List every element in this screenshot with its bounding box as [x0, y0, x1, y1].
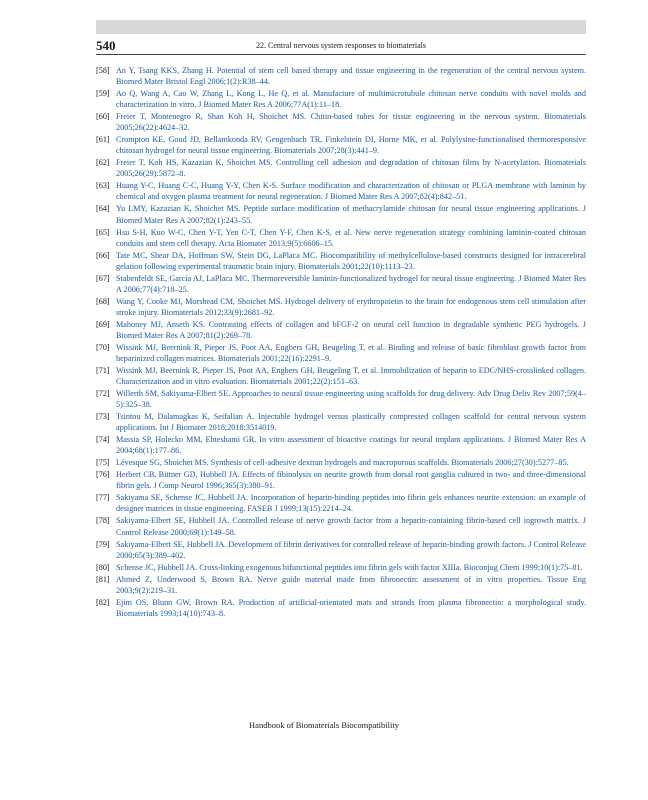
reference-link[interactable]: An Y, Tsang KKS, Zhang H. Potential of stem cell based therapy and tissue engineering in the regeneration of the central nervous system. Biomed Mater Bristol Engl 2006;1(2):R38–44.: [116, 66, 586, 87]
page-header: [96, 38, 586, 55]
reference-item: [96, 539, 586, 561]
reference-item: [96, 134, 586, 156]
reference-number: [62]: [96, 158, 110, 168]
reference-number: [81]: [96, 574, 110, 584]
reference-item: [96, 319, 586, 341]
reference-number: [69]: [96, 319, 110, 329]
reference-number: [82]: [96, 597, 110, 607]
reference-link[interactable]: Willerth SM, Sakiyama-Elbert SE. Approaches to neural tissue engineering using scaffolds for drug delivery. Adv Drug Deliv Rev 2007;59(4–5):325–38.: [116, 389, 586, 410]
reference-link[interactable]: Yu LMY, Kazazian K, Shoichet MS. Peptide surface modification of methacrylamide chitosan for neural tissue engineering applications. J Biomed Mater Res A 2007;82(1):243–55.: [116, 204, 586, 225]
reference-link[interactable]: Tate MC, Shear DA, Hoffman SW, Stein DG, LaPlaca MC. Biocompatibility of methylcellulose-based constructs designed for intracerebral gelation following experimental traumatic brain injury. Biomaterials 2001;22(10):1113–23.: [116, 250, 586, 271]
reference-item: [96, 388, 586, 410]
reference-number: [77]: [96, 493, 110, 503]
reference-link[interactable]: Freier T, Montenegro R, Shan Koh H, Shoichet MS. Chitin-based tubes for tissue engineering in the nervous system. Biomaterials 2005;26(22):4624–32.: [116, 112, 586, 133]
reference-item: [96, 157, 586, 179]
reference-link[interactable]: Ao Q, Wang A, Cao W, Zhang L, Kong L, He Q, et al. Manufacture of multimicrotubule chitosan nerve conduits with novel molds and characterization in vitro. J Biomed Mater Res A 2006;77A(1):11–18.: [116, 89, 586, 110]
reference-item: [96, 203, 586, 225]
reference-item: [96, 250, 586, 272]
reference-item: [96, 180, 586, 202]
running-head: 22. Central nervous system responses to biomaterials: [256, 41, 426, 50]
reference-link[interactable]: Tsintou M, Dalamagkas K, Seifalian A. Injectable hydrogel versus plastically compressed collagen scaffold for central nervous system applications. Int J Biomater 2018;2018:3514019.: [116, 412, 586, 433]
reference-link[interactable]: Wissink MJ, Beernink R, Pieper JS, Poot AA, Engbers GH, Beugeling T, et al. Binding and release of basic fibroblast growth factor from heparinized collagen matrices. Biomaterials 2001;22(16):2291–9.: [116, 342, 586, 364]
reference-item: [96, 562, 586, 573]
reference-number: [74]: [96, 435, 110, 445]
reference-link[interactable]: Huang Y-C, Huang C-C, Huang Y-Y, Chen K-S. Surface modification and characterization of chitosan or PLGA membrane with laminin by chemical and oxygen plasma treatment for neural regeneration. J Biomed Mater Res A 2007;82(4):842–51.: [116, 181, 586, 202]
reference-link[interactable]: Ejim OS, Blunn GW, Brown RA. Production of artificial-orientated mats and strands from plasma fibronectin: a morphological study. Biomaterials 1993;14(10):743–8.: [116, 597, 586, 618]
reference-link[interactable]: Wissink MJ, Beernink R, Pieper JS, Poot AA, Engbers GH, Beugeling T, et al. Immobilization of heparin to EDC/NHS-crosslinked collagen. Characterization and in vitro evaluation. Biomaterials 2001;22(2):151–63.: [116, 366, 586, 387]
reference-number: [76]: [96, 470, 110, 480]
reference-number: [79]: [96, 539, 110, 549]
reference-link[interactable]: Massia SP, Holecko MM, Ehteshami GR. In vitro assessment of bioactive coatings for neural implant applications. J Biomed Mater Res A 2004;68(1):177–86.: [116, 435, 586, 456]
reference-link[interactable]: Freier T, Koh HS, Kazazian K, Shoichet MS. Controlling cell adhesion and degradation of chitosan films by N-acetylation. Biomaterials 2005;26(29):5872–8.: [116, 158, 586, 179]
reference-link[interactable]: Ahmed Z, Underwood S, Brown RA. Nerve guide material made from fibronectin: assessment of in vitro properties. Tissue Eng 2003;9(2):219–31.: [116, 574, 586, 595]
reference-number: [71]: [96, 366, 110, 376]
reference-number: [70]: [96, 342, 110, 352]
reference-number: [61]: [96, 135, 110, 145]
reference-item: [96, 65, 586, 87]
reference-number: [58]: [96, 66, 110, 75]
reference-link[interactable]: Schense JC, Hubbell JA. Cross-linking exogenous bifunctional peptides into fibrin gels with factor XIIIa. Bioconjug Chem 1999;10(1):75–81.: [116, 562, 583, 572]
reference-item: [96, 574, 586, 596]
header-bar: [96, 20, 586, 34]
reference-number: [73]: [96, 412, 110, 422]
reference-number: [78]: [96, 516, 110, 526]
book-title-footer: Handbook of Biomaterials Biocompatibility: [249, 720, 399, 730]
reference-item: [96, 492, 586, 514]
reference-number: [66]: [96, 250, 110, 260]
reference-item: [96, 111, 586, 133]
page-number: 540: [96, 38, 116, 53]
reference-list: [96, 65, 586, 620]
reference-item: [96, 411, 586, 433]
reference-item: [96, 515, 586, 537]
reference-number: [67]: [96, 273, 110, 283]
reference-link[interactable]: Mahoney MJ, Anseth KS. Contrasting effects of collagen and bFGF-2 on neural cell function in degradable synthetic PEG hydrogels. J Biomed Mater Res A 2007;81(2):269–78.: [116, 319, 586, 340]
reference-number: [60]: [96, 112, 110, 122]
reference-link[interactable]: Hsu S-H, Kuo W-C, Chen Y-T, Yen C-T, Chen Y-F, Chen K-S, et al. New nerve regeneration strategy combining laminin-coated chitosan conduits and stem cell therapy. Acta Biomater 2013;9(5):6606–15.: [116, 227, 586, 248]
reference-number: [64]: [96, 204, 110, 214]
reference-item: [96, 296, 586, 318]
reference-link[interactable]: Sakiyama-Elbert SE, Hubbell JA. Development of fibrin derivatives for controlled release of heparin-binding growth factors. J Control Release 2000;65(3):389–402.: [116, 539, 586, 560]
reference-link[interactable]: Crompton KE, Goud JD, Bellamkonda RV, Gengenbach TR, Finkelstein DI, Horne MK, et al. Polylysine-functionalised thermoresponsive chitosan hydrogel for neural tissue engineering. Biomaterials 2007;28(3):441–9.: [116, 135, 586, 156]
reference-item: [96, 434, 586, 456]
reference-link[interactable]: Sakiyama SE, Schense JC, Hubbell JA. Incorporation of heparin-binding peptides into fibrin gels enhances neurite extension: an example of designer matrices in tissue engineering. FASEB J 1999;13(15):2214–24.: [116, 493, 586, 514]
reference-link[interactable]: Lévesque SG, Shoichet MS. Synthesis of cell-adhesive dextran hydrogels and macroporous scaffolds. Biomaterials 2006;27(30):5277–85.: [116, 458, 569, 468]
reference-item: [96, 342, 586, 364]
reference-number: [59]: [96, 89, 110, 99]
reference-item: [96, 365, 586, 387]
reference-item: [96, 227, 586, 249]
reference-number: [75]: [96, 458, 110, 468]
reference-link[interactable]: Sakiyama-Elbert SE, Hubbell JA. Controlled release of nerve growth factor from a heparin-containing fibrin-based cell ingrowth matrix. J Control Release 2000;69(1):149–58.: [116, 516, 586, 537]
reference-number: [80]: [96, 562, 110, 572]
reference-item: [96, 457, 586, 468]
reference-number: [65]: [96, 227, 110, 237]
reference-number: [72]: [96, 389, 110, 399]
reference-item: [96, 597, 586, 619]
reference-number: [68]: [96, 296, 110, 306]
reference-item: [96, 273, 586, 295]
reference-item: [96, 469, 586, 491]
reference-number: [63]: [96, 181, 110, 191]
reference-link[interactable]: Wang Y, Cooke MJ, Morshead CM, Shoichet MS. Hydrogel delivery of erythropoietin to the brain for endogenous stem cell stimulation after stroke injury. Biomaterials 2012;33(9):2681–92.: [116, 296, 586, 317]
reference-item: [96, 88, 586, 110]
reference-link[interactable]: Herbert CB, Bittner GD, Hubbell JA. Effects of fibinolysis on neurite growth from dorsal root ganglia cultured in two- and three-dimensional fibrin gels. J Comp Neurol 1996;365(3):380–91.: [116, 470, 586, 491]
reference-link[interactable]: Stabenfeldt SE, García AJ, LaPlaca MC. Thermoreversible laminin-functionalized hydrogel for neural tissue engineering. J Biomed Mater Res A 2006;77(4):718–25.: [116, 273, 586, 294]
